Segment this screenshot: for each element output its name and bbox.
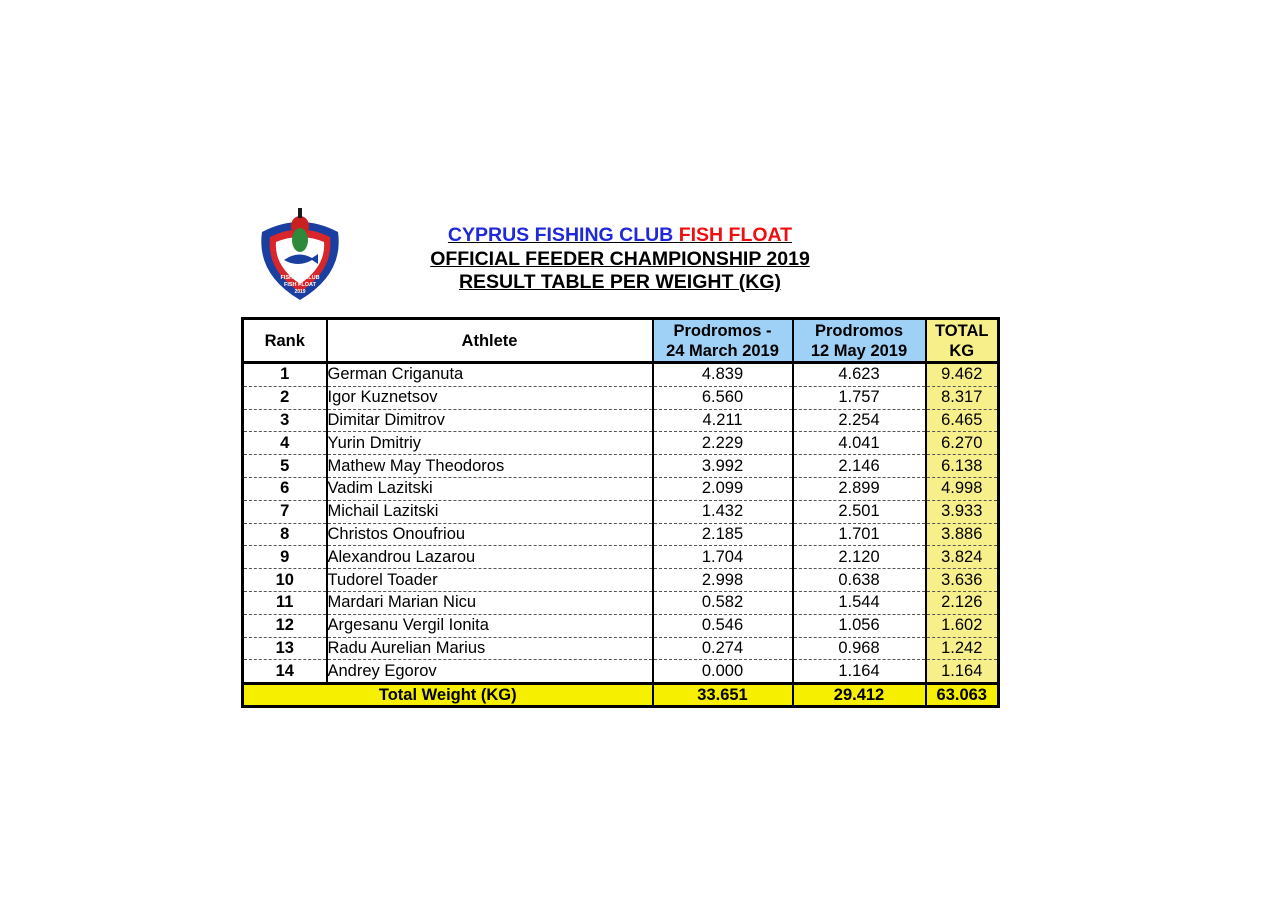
athlete-cell: Michail Lazitski (327, 500, 653, 523)
event2-cell: 1.757 (793, 386, 926, 409)
total-cell: 2.126 (926, 591, 999, 614)
rank-cell: 14 (243, 660, 327, 684)
event2-cell: 4.623 (793, 363, 926, 387)
total-weight-label: Total Weight (KG) (243, 684, 653, 707)
table-row (243, 591, 999, 614)
total-cell: 8.317 (926, 386, 999, 409)
athlete-cell: Igor Kuznetsov (327, 386, 653, 409)
table-row (243, 432, 999, 455)
rank-cell: 3 (243, 409, 327, 432)
table-row (243, 660, 999, 684)
rank-cell: 9 (243, 546, 327, 569)
athlete-cell: Andrey Egorov (327, 660, 653, 684)
event1-cell: 4.839 (653, 363, 793, 387)
event2-cell: 2.501 (793, 500, 926, 523)
event2-header-line2: 12 May 2019 (810, 341, 908, 360)
rank-cell: 1 (243, 363, 327, 387)
rank-header: Rank (243, 319, 327, 363)
total-cell: 1.602 (926, 614, 999, 637)
total-overall: 63.063 (926, 684, 999, 707)
event2-cell: 1.056 (793, 614, 926, 637)
rank-cell: 4 (243, 432, 327, 455)
table-row (243, 455, 999, 478)
table-row (243, 477, 999, 500)
event2-cell: 0.968 (793, 637, 926, 660)
athlete-cell: Christos Onoufriou (327, 523, 653, 546)
event1-header-line1: Prodromos - (673, 321, 772, 340)
athlete-cell: Mardari Marian Nicu (327, 591, 653, 614)
club-logo (248, 204, 352, 304)
document-header (370, 224, 870, 295)
event1-cell: 6.560 (653, 386, 793, 409)
results-table (241, 317, 1000, 708)
athlete-header: Athlete (327, 319, 653, 363)
table-row (243, 500, 999, 523)
table-row (243, 614, 999, 637)
event1-cell: 4.211 (653, 409, 793, 432)
table-row (243, 569, 999, 592)
athlete-cell: Radu Aurelian Marius (327, 637, 653, 660)
event1-cell: 0.000 (653, 660, 793, 684)
event1-cell: 2.099 (653, 477, 793, 500)
total-cell: 3.636 (926, 569, 999, 592)
event2-cell: 2.899 (793, 477, 926, 500)
title-line-2: OFFICIAL FEEDER CHAMPIONSHIP 2019 (430, 247, 810, 270)
total-header-line1: TOTAL (935, 321, 989, 340)
rank-cell: 6 (243, 477, 327, 500)
event1-cell: 1.704 (653, 546, 793, 569)
athlete-cell: Vadim Lazitski (327, 477, 653, 500)
logo-text-2: FISHING CLUB (280, 275, 320, 281)
table-row (243, 523, 999, 546)
club-name: CYPRUS FISHING CLUB (447, 224, 674, 246)
event1-cell: 0.582 (653, 591, 793, 614)
athlete-cell: Alexandrou Lazarou (327, 546, 653, 569)
logo-text-1: CYPRUS (287, 268, 313, 274)
event2-cell: 1.164 (793, 660, 926, 684)
rank-cell: 5 (243, 455, 327, 478)
event2-cell: 2.120 (793, 546, 926, 569)
table-row (243, 363, 999, 387)
rank-cell: 10 (243, 569, 327, 592)
total-cell: 6.138 (926, 455, 999, 478)
event1-cell: 0.274 (653, 637, 793, 660)
rank-cell: 11 (243, 591, 327, 614)
total-weight-row (243, 684, 999, 707)
event2-cell: 2.254 (793, 409, 926, 432)
event2-header-line1: Prodromos (814, 321, 903, 340)
total-cell: 3.886 (926, 523, 999, 546)
event1-cell: 1.432 (653, 500, 793, 523)
athlete-cell: Yurin Dmitriy (327, 432, 653, 455)
total-cell: 9.462 (926, 363, 999, 387)
rank-cell: 8 (243, 523, 327, 546)
event1-cell: 2.185 (653, 523, 793, 546)
event2-cell: 1.544 (793, 591, 926, 614)
total-cell: 3.824 (926, 546, 999, 569)
athlete-cell: German Criganuta (327, 363, 653, 387)
event1-cell: 2.998 (653, 569, 793, 592)
event1-header-line2: 24 March 2019 (666, 341, 779, 360)
event2-cell: 0.638 (793, 569, 926, 592)
athlete-cell: Tudorel Toader (327, 569, 653, 592)
total-header-line2: KG (949, 341, 975, 360)
table-row (243, 409, 999, 432)
rank-cell: 13 (243, 637, 327, 660)
logo-text-4: 2019 (294, 289, 306, 295)
total-event2: 29.412 (793, 684, 926, 707)
athlete-cell: Dimitar Dimitrov (327, 409, 653, 432)
event2-cell: 2.146 (793, 455, 926, 478)
table-row (243, 546, 999, 569)
title-line-1 (370, 224, 870, 248)
event1-header (653, 319, 793, 363)
total-cell: 6.270 (926, 432, 999, 455)
event2-cell: 4.041 (793, 432, 926, 455)
total-cell: 6.465 (926, 409, 999, 432)
athlete-cell: Mathew May Theodoros (327, 455, 653, 478)
total-header (926, 319, 999, 363)
rank-cell: 7 (243, 500, 327, 523)
total-cell: 3.933 (926, 500, 999, 523)
float-name: FISH FLOAT (678, 224, 793, 246)
table-row (243, 637, 999, 660)
title-line-3: RESULT TABLE PER WEIGHT (KG) (458, 271, 782, 293)
athlete-cell: Argesanu Vergil Ionita (327, 614, 653, 637)
event1-cell: 0.546 (653, 614, 793, 637)
event2-header (793, 319, 926, 363)
header-row (243, 319, 999, 363)
total-event1: 33.651 (653, 684, 793, 707)
event1-cell: 2.229 (653, 432, 793, 455)
total-cell: 4.998 (926, 477, 999, 500)
rank-cell: 12 (243, 614, 327, 637)
rank-cell: 2 (243, 386, 327, 409)
total-cell: 1.164 (926, 660, 999, 684)
table-row (243, 386, 999, 409)
logo-text-3: FISH FLOAT (284, 282, 316, 288)
event2-cell: 1.701 (793, 523, 926, 546)
total-cell: 1.242 (926, 637, 999, 660)
event1-cell: 3.992 (653, 455, 793, 478)
